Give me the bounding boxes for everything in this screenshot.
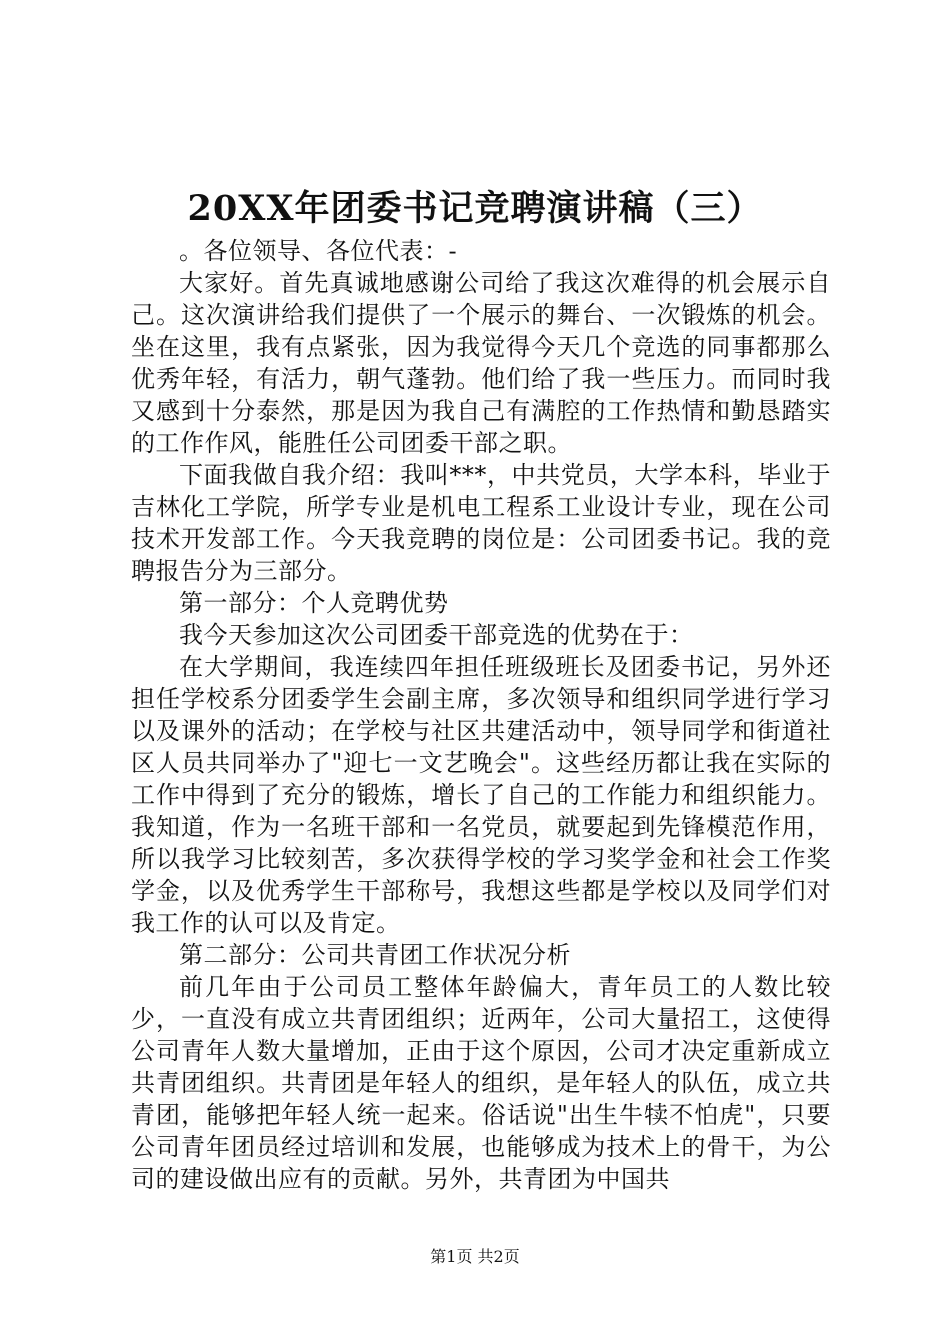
document-body	[131, 235, 831, 1195]
paragraph-advantages-lead: 我今天参加这次公司团委干部竞选的优势在于：	[179, 621, 694, 649]
paragraph-opening: 大家好。首先真诚地感谢公司给了我这次难得的机会展示自己。这次演讲给我们提供了一个展示的舞台、一次锻炼的机会。坐在这里，我有点紧张，因为我觉得今天几个竞选的同事都那么优秀年轻，有活力，朝气蓬勃。他们给了我一些压力。而同时我又感到十分泰然，那是因为我自己有满腔的工作热情和勤恳踏实的工作作风，能胜任公司团委干部之职。	[131, 269, 831, 457]
section-heading-part-two: 第二部分：公司共青团工作状况分析	[179, 941, 571, 969]
page-footer: 第1页 共2页	[430, 1247, 520, 1266]
paragraph-university-experience: 在大学期间，我连续四年担任班级班长及团委书记，另外还担任学校系分团委学生会副主席，多次领导和组织同学进行学习以及课外的活动；在学校与社区共建活动中，领导同学和街道社区人员共同举办了"迎七一文艺晚会"。这些经历都让我在实际的工作中得到了充分的锻炼，增长了自己的工作能力和组织能力。我知道，作为一名班干部和一名党员，就要起到先锋模范作用，所以我学习比较刻苦，多次获得学校的学习奖学金和社会工作奖学金，以及优秀学生干部称号，我想这些都是学校以及同学们对我工作的认可以及肯定。	[131, 653, 831, 937]
paragraph-self-intro: 下面我做自我介绍：我叫***，中共党员，大学本科，毕业于吉林化工学院，所学专业是机电工程系工业设计专业，现在公司技术开发部工作。今天我竞聘的岗位是：公司团委书记。我的竞聘报告分为三部分。	[131, 461, 831, 585]
section-heading-part-one: 第一部分：个人竞聘优势	[179, 589, 449, 617]
document-title: 20XX年团委书记竞聘演讲稿（三）	[187, 188, 763, 229]
paragraph-league-analysis: 前几年由于公司员工整体年龄偏大，青年员工的人数比较少，一直没有成立共青团组织；近两年，公司大量招工，这使得公司青年人数大量增加，正由于这个原因，公司才决定重新成立共青团组织。共青团是年轻人的组织，是年轻人的队伍，成立共青团，能够把年轻人统一起来。俗话说"出生牛犊不怕虎"，只要公司青年团员经过培训和发展，也能够成为技术上的骨干，为公司的建设做出应有的贡献。另外，共青团为中国共	[131, 973, 831, 1193]
paragraph-greeting: 。各位领导、各位代表：-	[179, 237, 458, 265]
